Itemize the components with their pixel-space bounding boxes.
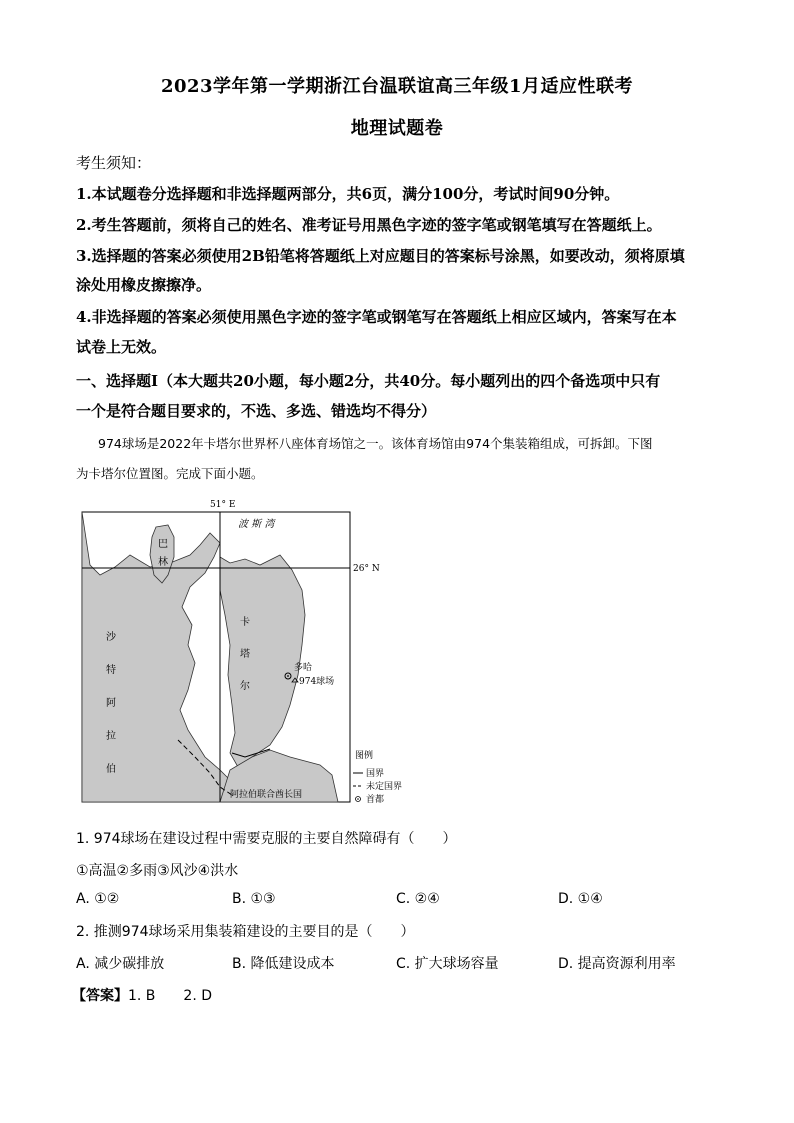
notice-item-1: 1.本试题卷分选择题和非选择题两部分，共6页，满分100分，考试时间90分钟。 — [76, 185, 620, 203]
legend-title: 图例 — [355, 751, 374, 761]
bahrain-label-1: 巴 — [158, 539, 168, 550]
qatar-label-3: 尔 — [240, 681, 250, 692]
saudi-label-3: 阿 — [106, 698, 116, 709]
answer-line — [72, 985, 722, 1005]
passage-line-1: 974球场是2022年卡塔尔世界杯八座体育场馆之一。该体育场馆由974个集装箱组成，可拆卸。下图 — [98, 436, 653, 451]
saudi-label-5: 伯 — [106, 764, 116, 775]
notice-item-3-cont: 涂处用橡皮擦擦净。 — [76, 276, 212, 294]
answer-label: 【答案】 — [72, 988, 128, 1004]
question-1-option-b[interactable]: B. ①③ — [232, 891, 276, 907]
exam-title: 2023学年第一学期浙江台温联谊高三年级1月适应性联考 — [160, 76, 634, 97]
question-2-option-b[interactable]: B. 降低建设成本 — [232, 956, 335, 972]
longitude-label: 51° E — [210, 500, 236, 510]
section-heading-cont: 一个是符合题目要求的，不选、多选、错选均不得分） — [76, 402, 437, 420]
saudi-label-1: 沙 — [106, 632, 116, 643]
question-1-choices: ①高温②多雨③风沙④洪水 — [76, 863, 239, 879]
question-2-option-c[interactable]: C. 扩大球场容量 — [396, 956, 499, 972]
passage-line-2: 为卡塔尔位置图。完成下面小题。 — [76, 466, 264, 481]
qatar-label-2: 塔 — [240, 649, 250, 660]
question-2-option-a[interactable]: A. 减少碳排放 — [76, 956, 165, 972]
notice-heading: 考生须知： — [76, 154, 152, 172]
notice-item-4-cont: 试卷上无效。 — [76, 338, 167, 356]
notice-item-2: 2.考生答题前，须将自己的姓名、准考证号用黑色字迹的签字笔或钢笔填写在答题纸上。 — [76, 216, 662, 234]
qatar-location-map — [70, 495, 420, 810]
bahrain-label-2: 林 — [158, 557, 168, 568]
legend-border: 国界 — [366, 769, 385, 779]
doha-label: 多哈 — [294, 663, 313, 673]
exam-subtitle: 地理试题卷 — [350, 118, 444, 139]
question-2-stem: 2. 推测974球场采用集装箱建设的主要目的是（ ） — [76, 924, 415, 940]
answer-text: 1. B 2. D — [128, 988, 212, 1004]
question-1-option-a[interactable]: A. ①② — [76, 891, 120, 907]
latitude-label: 26° N — [353, 564, 380, 574]
saudi-label-2: 特 — [106, 665, 116, 676]
legend-capital: 首都 — [366, 795, 385, 805]
notice-item-3: 3.选择题的答案必须使用2B铅笔将答题纸上对应题目的答案标号涂黑，如要改动，须将原填 — [76, 247, 685, 265]
question-1-option-d[interactable]: D. ①④ — [558, 891, 603, 907]
question-1-stem: 1. 974球场在建设过程中需要克服的主要自然障碍有（ ） — [76, 831, 457, 847]
question-1-option-c[interactable]: C. ②④ — [396, 891, 440, 907]
question-2-option-d[interactable]: D. 提高资源利用率 — [558, 956, 676, 972]
notice-item-4: 4.非选择题的答案必须使用黑色字迹的签字笔或钢笔写在答题纸上相应区域内，答案写在本 — [76, 308, 677, 326]
saudi-label-4: 拉 — [106, 731, 116, 742]
section-heading: 一、选择题Ⅰ（本大题共20小题，每小题2分，共40分。每小题列出的四个备选项中只有 — [76, 372, 661, 390]
legend-undefined-border: 未定国界 — [366, 782, 403, 792]
qatar-label-1: 卡 — [240, 617, 250, 628]
stadium-label: 974球场 — [299, 677, 335, 687]
uae-label: 阿拉伯联合酋长国 — [230, 790, 303, 800]
persian-gulf-label: 波 斯 湾 — [238, 519, 275, 530]
